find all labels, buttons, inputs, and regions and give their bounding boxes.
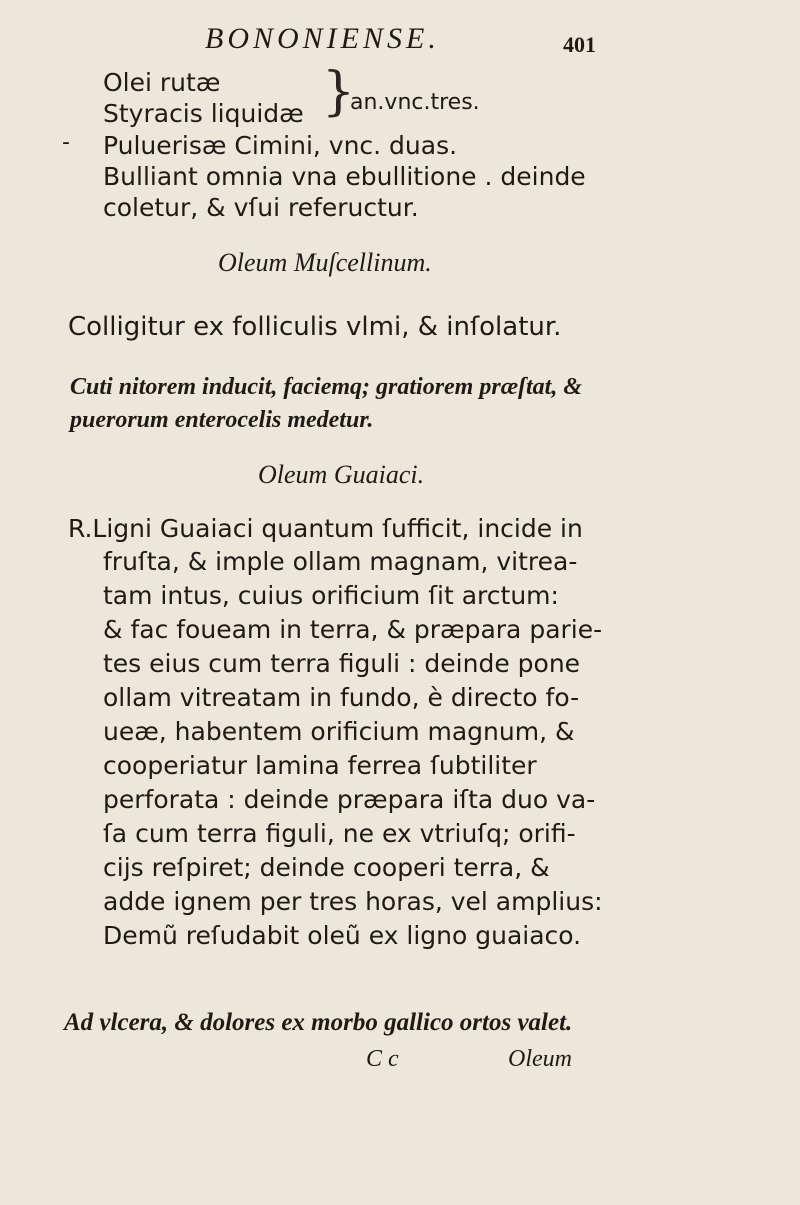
quantity-text: an.vnc.tres. [350,90,480,115]
text-line: ueæ, habentem orificium magnum, & [103,717,575,746]
text-line: cijs reſpiret; deinde cooperi terra, & [103,853,550,882]
text-line: ollam vitreatam in fundo, è directo fo- [103,683,580,712]
section-heading: Oleum Guaiaci. [258,460,425,489]
page-number: 401 [563,32,596,57]
catchword: Oleum [508,1046,572,1072]
running-title: BONONIENSE. [205,22,440,55]
text-line: fruſta, & imple ollam magnam, vitrea- [103,547,578,576]
text-line: adde ignem per tres horas, vel amplius: [103,887,603,916]
text-line: Puluerisæ Cimini, vnc. duas. [103,131,458,160]
text-line: cooperiatur lamina ferrea ſubtiliter [103,751,537,780]
text-line: Demũ reſudabit oleũ ex ligno guaiaco. [103,921,582,950]
text-line: ſa cum terra figuli, ne ex vtriuſq; orifi- [103,819,576,848]
signature-mark: C c [366,1046,399,1072]
text-line: R.Ligni Guaiaci quantum ſufficit, incide in [68,514,583,543]
italic-note: Cuti nitorem inducit, faciemq; gratiorem præſtat, & [70,374,583,400]
text-line: & fac foueam in terra, & præpara parie- [103,615,603,644]
ingredient-line: Styracis liquidæ [103,99,304,128]
text-line: tam intus, cuius orificium ſit arctum: [103,581,559,610]
margin-mark: - [62,130,70,155]
text-line: Bulliant omnia vna ebullitione . deinde [103,162,586,191]
italic-note: Ad vlcera, & dolores ex morbo gallico ortos valet. [64,1009,573,1036]
ingredient-line: Olei rutæ [103,68,221,97]
section-heading: Oleum Muſcellinum. [218,248,432,277]
text-line: coletur, & vſui refeructur. [103,193,419,222]
text-line: tes eius cum terra figuli : deinde pone [103,649,581,678]
italic-note: puerorum enterocelis medetur. [70,407,374,433]
brace-icon: } [322,62,356,122]
text-line: Colligitur ex folliculis vlmi, & inſolatur. [68,312,562,342]
text-line: perforata : deinde præpara iſta duo va- [103,785,596,814]
